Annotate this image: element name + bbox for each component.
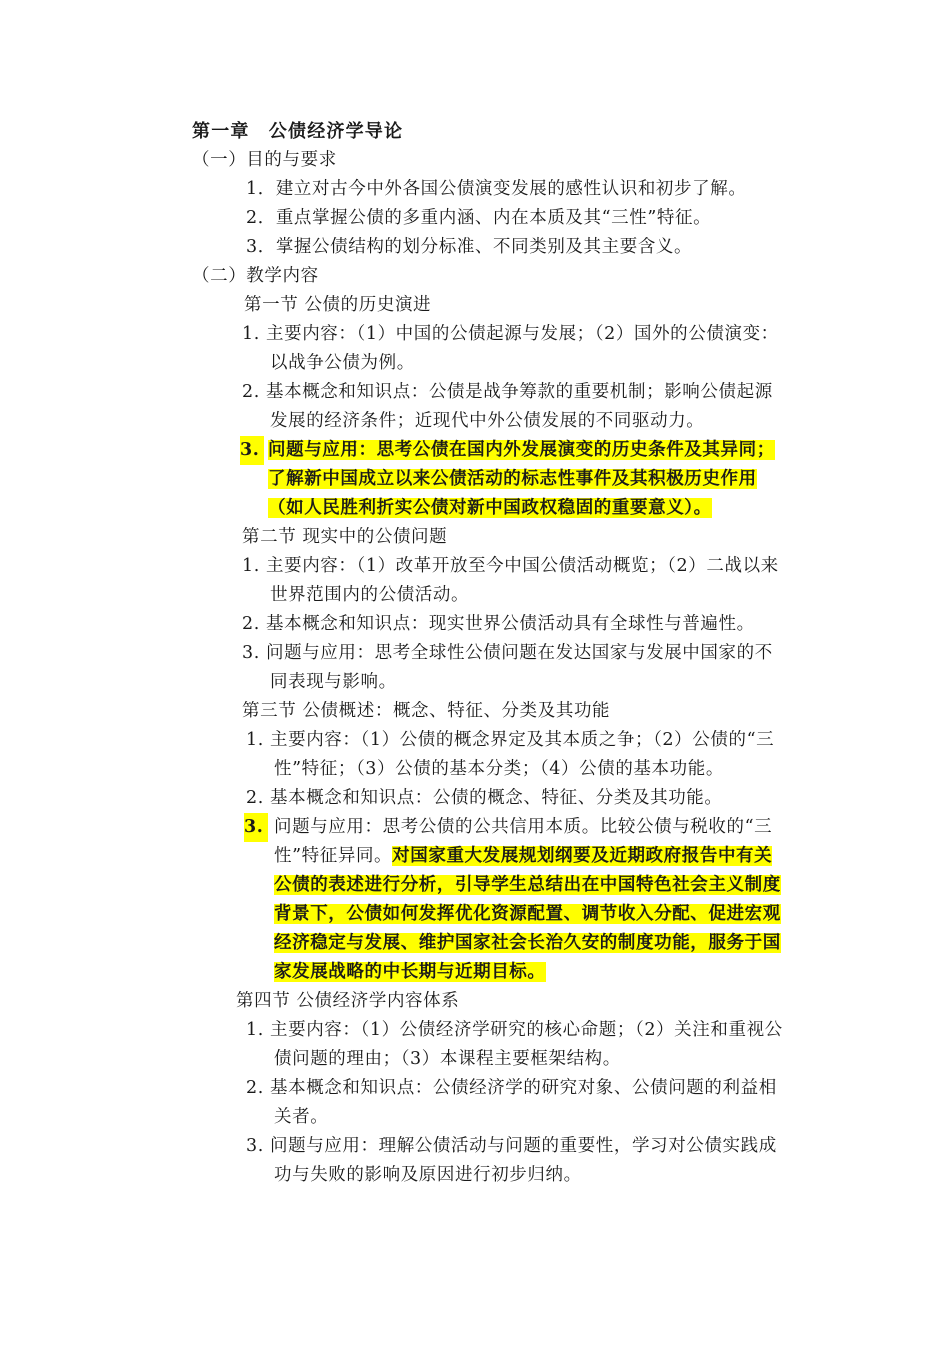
- section3-item2-text: 基本概念和知识点：公债的概念、特征、分类及其功能。: [270, 788, 723, 808]
- section3-item1-line1: [246, 726, 774, 755]
- list-number: 2.: [242, 614, 260, 634]
- list-number: 1.: [242, 324, 260, 344]
- section3-item3-line2: [274, 842, 772, 871]
- section2-item1-line2: 世界范围内的公债活动。: [270, 585, 470, 605]
- list-number: 3.: [246, 1136, 264, 1156]
- section1-item3-line2: [268, 465, 757, 494]
- section1-item3-line1: [240, 436, 775, 465]
- section3-item3-line4-highlighted: 背景下，公债如何发挥优化资源配置、调节收入分配、促进宏观: [274, 904, 781, 924]
- section3-item3-line5: [274, 929, 781, 958]
- list-number: 2.: [246, 1078, 264, 1098]
- section1-item3-line2-highlighted: 了解新中国成立以来公债活动的标志性事件及其积极历史作用: [268, 469, 757, 489]
- list-number: 1.: [246, 730, 264, 750]
- section2-item3-line2: 同表现与影响。: [270, 672, 397, 692]
- section2-item3-text: 问题与应用：思考全球性公债问题在发达国家与发展中国家的不: [266, 643, 773, 663]
- section4-item3-line1: [246, 1132, 777, 1161]
- section3-item3-text: 问题与应用：思考公债的公共信用本质。比较公债与税收的“三: [274, 817, 773, 837]
- list-number: 1.: [242, 556, 260, 576]
- section3-item2-line1: [246, 784, 723, 813]
- list-number: 2.: [246, 788, 264, 808]
- goal-item-3: 3．掌握公债结构的划分标准、不同类别及其主要含义。: [246, 237, 693, 257]
- section3-item3-line1: [244, 813, 772, 842]
- section2-item1-line1: [242, 552, 779, 581]
- section1-item2-text: 基本概念和知识点：公债是战争筹款的重要机制；影响公债起源: [266, 382, 773, 402]
- chapter-title: 第一章 公债经济学导论: [192, 121, 404, 142]
- list-number: 1.: [246, 1020, 264, 1040]
- section3-item3-line3: [274, 871, 781, 900]
- section1-item3-line3: [268, 494, 712, 523]
- list-number-highlighted: 3.: [240, 436, 264, 465]
- content-heading: （二）教学内容: [192, 266, 319, 286]
- section3-item3-line4: [274, 900, 781, 929]
- section3-item3-line2-plain: 性”特征异同。: [274, 846, 393, 866]
- section1-item2-line2: 发展的经济条件；近现代中外公债发展的不同驱动力。: [270, 411, 705, 431]
- section4-item3-line2: 功与失败的影响及原因进行初步归纳。: [274, 1165, 582, 1185]
- section3-item1-text: 主要内容：（1）公债的概念界定及其本质之争；（2）公债的“三: [270, 730, 775, 750]
- list-number-highlighted: 3.: [244, 813, 268, 842]
- section3-item3-line6: [274, 958, 546, 987]
- section1-item3-line3-highlighted: （如人民胜利折实公债对新中国政权稳固的重要意义）。: [268, 498, 712, 518]
- list-number: 3.: [242, 643, 260, 663]
- section3-item1-line2: 性”特征；（3）公债的基本分类；（4）公债的基本功能。: [274, 759, 724, 779]
- section2-item3-line1: [242, 639, 773, 668]
- section3-item3-line2-highlighted: 对国家重大发展规划纲要及近期政府报告中有关: [392, 846, 773, 866]
- section3-item3-line3-highlighted: 公债的表述进行分析，引导学生总结出在中国特色社会主义制度: [274, 875, 781, 895]
- section1-item1-text: 主要内容：（1）中国的公债起源与发展；（2）国外的公债演变：: [266, 324, 779, 344]
- section4-item2-line1: [246, 1074, 777, 1103]
- section2-item2-text: 基本概念和知识点：现实世界公债活动具有全球性与普遍性。: [266, 614, 755, 634]
- list-number: 2.: [242, 382, 260, 402]
- section3-title: 第三节 公债概述：概念、特征、分类及其功能: [242, 701, 611, 721]
- section4-item3-text: 问题与应用：理解公债活动与问题的重要性，学习对公债实践成: [270, 1136, 777, 1156]
- goals-heading: （一）目的与要求: [192, 150, 337, 170]
- section1-title: 第一节 公债的历史演进: [244, 295, 432, 315]
- section2-title: 第二节 现实中的公债问题: [242, 527, 448, 547]
- section1-item3-text-highlighted: 问题与应用：思考公债在国内外发展演变的历史条件及其异同；: [268, 440, 775, 460]
- section3-item3-line5-highlighted: 经济稳定与发展、维护国家社会长治久安的制度功能，服务于国: [274, 933, 781, 953]
- section2-item1-text: 主要内容：（1）改革开放至今中国公债活动概览；（2）二战以来: [266, 556, 779, 576]
- section4-item1-text: 主要内容：（1）公债经济学研究的核心命题；（2）关注和重视公: [270, 1020, 783, 1040]
- goal-item-2: 2．重点掌握公债的多重内涵、内在本质及其“三性”特征。: [246, 208, 712, 228]
- section4-item1-line2: 债问题的理由；（3）本课程主要框架结构。: [274, 1049, 621, 1069]
- section4-title: 第四节 公债经济学内容体系: [236, 991, 460, 1011]
- section4-item2-line2: 关者。: [274, 1107, 329, 1127]
- goal-item-1: 1．建立对古今中外各国公债演变发展的感性认识和初步了解。: [246, 179, 747, 199]
- section1-item1-line2: 以战争公债为例。: [270, 353, 415, 373]
- section4-item2-text: 基本概念和知识点：公债经济学的研究对象、公债问题的利益相: [270, 1078, 777, 1098]
- section1-item1-line1: [242, 320, 779, 349]
- section1-item2-line1: [242, 378, 773, 407]
- section3-item3-line6-highlighted: 家发展战略的中长期与近期目标。: [274, 962, 546, 982]
- section4-item1-line1: [246, 1016, 783, 1045]
- section2-item2-line1: [242, 610, 755, 639]
